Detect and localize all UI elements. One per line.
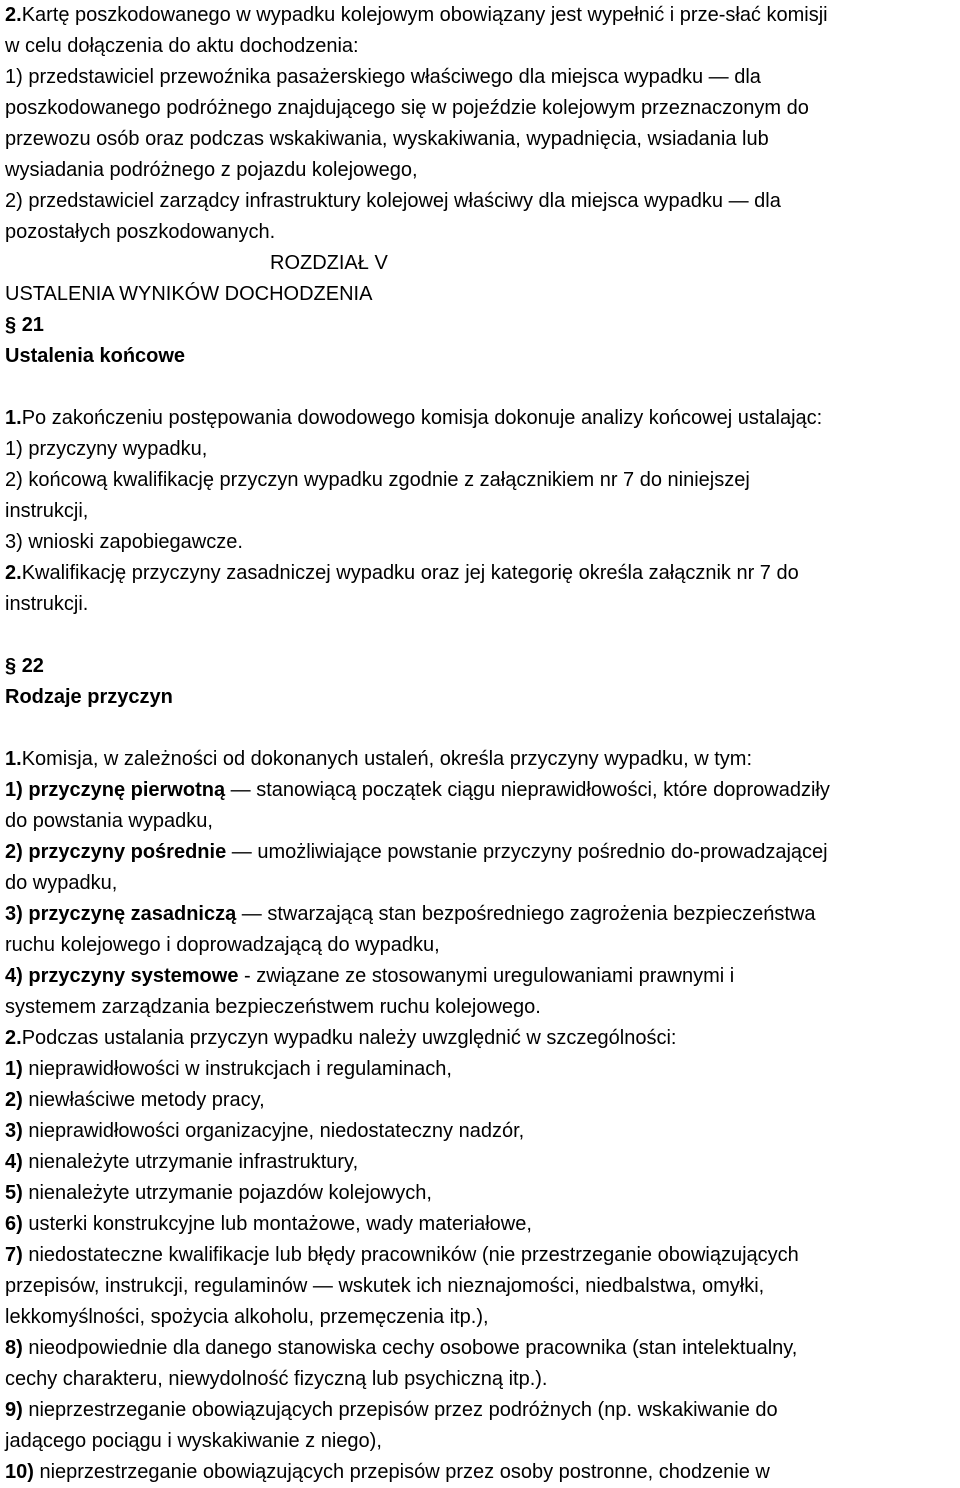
cause-term: przyczynę pierwotną [28, 779, 226, 801]
item-number: 9) [5, 1399, 23, 1421]
list-item [5, 1085, 948, 1116]
list-item-cont: przepisów, instrukcji, regulaminów — wskutek ich nieznajomości, niedbalstwa, omyłki, [5, 1275, 765, 1297]
list-item [5, 1457, 948, 1488]
item-text: nieprawidłowości organizacyjne, niedostateczny nadzór, [22, 1120, 525, 1142]
list-item: 1) przyczyny wypadku, [5, 438, 208, 460]
item-text: nieprzestrzeganie obowiązujących przepisów przez podróżnych (np. wskakiwanie do [22, 1399, 778, 1421]
paragraph-line: 2) przedstawiciel zarządcy infrastruktury kolejowej właściwy dla miejsca wypadku — dla [5, 190, 781, 212]
list-item-cont: cechy charakteru, niewydolność fizyczną lub psychiczną itp.). [5, 1368, 548, 1390]
spacer [5, 713, 948, 744]
item-number: 5) [5, 1182, 23, 1204]
item-text: nieprzestrzeganie obowiązujących przepisów przez osoby postronne, chodzenie w [33, 1461, 770, 1483]
item-text: usterki konstrukcyjne lub montażowe, wady materiałowe, [22, 1213, 532, 1235]
paragraph-line: instrukcji. [5, 593, 89, 615]
cause-item-cont: ruchu kolejowego i doprowadzającą do wypadku, [5, 934, 440, 956]
list-item [5, 1116, 948, 1147]
list-item-cont: jadącego pociągu i wyskakiwanie z niego), [5, 1430, 382, 1452]
section-22-title: Rodzaje przyczyn [5, 686, 173, 708]
paragraph-2-line-1 [5, 0, 948, 31]
item-number: 1) [5, 1058, 23, 1080]
paragraph-text: Kwalifikację przyczyny zasadniczej wypadku oraz jej kategorię określa załącznik nr 7 do [21, 562, 799, 584]
paragraph-line: przewozu osób oraz podczas wskakiwania, wyskakiwania, wypadnięcia, wsiadania lub [5, 128, 769, 150]
paragraph-text: Podczas ustalania przyczyn wypadku należy uwzględnić w szczególności: [21, 1027, 677, 1049]
item-text: nieprawidłowości w instrukcjach i regulaminach, [22, 1058, 452, 1080]
paragraph-number: 2. [5, 562, 22, 584]
item-number: 3) [5, 903, 23, 925]
item-text: niewłaściwe metody pracy, [22, 1089, 265, 1111]
list-item [5, 1209, 948, 1240]
item-number: 2) [5, 1089, 23, 1111]
item-number: 1) [5, 779, 23, 801]
cause-description: — stanowiącą początek ciągu nieprawidłowości, które doprowadziły [225, 779, 830, 801]
list-item [5, 1147, 948, 1178]
item-number: 6) [5, 1213, 23, 1235]
list-item: 3) wnioski zapobiegawcze. [5, 531, 243, 553]
paragraph-line: pozostałych poszkodowanych. [5, 221, 276, 243]
item-number: 3) [5, 1120, 23, 1142]
paragraph-text: Komisja, w zależności od dokonanych ustaleń, określa przyczyny wypadku, w tym: [21, 748, 753, 770]
item-number: 10) [5, 1461, 34, 1483]
paragraph-text: Po zakończeniu postępowania dowodowego komisja dokonuje analizy końcowej ustalając: [21, 407, 823, 429]
section-number: 22 [21, 655, 44, 677]
cause-term: przyczyny pośrednie [28, 841, 227, 863]
paragraph-line: w celu dołączenia do aktu dochodzenia: [5, 35, 359, 57]
cause-description: — stwarzającą stan bezpośredniego zagrożenia bezpieczeństwa [236, 903, 816, 925]
item-number: 2) [5, 841, 23, 863]
cause-term: przyczynę zasadniczą [28, 903, 237, 925]
cause-item [5, 775, 948, 806]
cause-item-cont: systemem zarządzania bezpieczeństwem ruchu kolejowego. [5, 996, 541, 1018]
cause-item-cont: do powstania wypadku, [5, 810, 213, 832]
item-text: nienależyte utrzymanie infrastruktury, [22, 1151, 359, 1173]
list-item: 2) końcową kwalifikację przyczyn wypadku zgodnie z załącznikiem nr 7 do niniejszej [5, 469, 750, 491]
cause-description: — umożliwiające powstanie przyczyny pośrednio do-prowadzającej [226, 841, 828, 863]
list-item [5, 1054, 948, 1085]
cause-term: przyczyny systemowe [28, 965, 239, 987]
section-21-heading [5, 310, 948, 341]
item-number: 4) [5, 965, 23, 987]
item-text: nienależyte utrzymanie pojazdów kolejowych, [22, 1182, 432, 1204]
list-item [5, 1395, 948, 1426]
paragraph-line: poszkodowanego podróżnego znajdującego się w pojeździe kolejowym przeznaczonym do [5, 97, 809, 119]
section-sign: § [5, 314, 17, 336]
paragraph-number: 1. [5, 748, 22, 770]
item-number: 7) [5, 1244, 23, 1266]
paragraph-number: 2. [5, 1027, 22, 1049]
list-item [5, 1178, 948, 1209]
section-22-heading [5, 651, 948, 682]
cause-item-cont: do wypadku, [5, 872, 118, 894]
paragraph-line: wysiadania podróżnego z pojazdu kolejowego, [5, 159, 418, 181]
list-item [5, 1240, 948, 1271]
sec22-p1-line [5, 744, 948, 775]
paragraph-line: 1) przedstawiciel przewoźnika pasażerskiego właściwego dla miejsca wypadku — dla [5, 66, 761, 88]
sec21-p1-line [5, 403, 948, 434]
list-item-cont: lekkomyślności, spożycia alkoholu, przemęczenia itp.), [5, 1306, 489, 1328]
paragraph-text: Kartę poszkodowanego w wypadku kolejowym obowiązany jest wypełnić i prze-słać komisji [21, 4, 828, 26]
item-number: 8) [5, 1337, 23, 1359]
list-item [5, 1333, 948, 1364]
spacer [5, 620, 948, 651]
list-item: instrukcji, [5, 500, 89, 522]
cause-description: - związane ze stosowanymi uregulowaniami prawnymi i [238, 965, 735, 987]
item-text: niedostateczne kwalifikacje lub błędy pracowników (nie przestrzeganie obowiązujących [22, 1244, 799, 1266]
cause-item [5, 961, 948, 992]
cause-item [5, 837, 948, 868]
sec21-p2-line [5, 558, 948, 589]
spacer [5, 372, 948, 403]
section-sign: § [5, 655, 17, 677]
paragraph-number: 2. [5, 4, 22, 26]
item-number: 4) [5, 1151, 23, 1173]
sec22-p2-line [5, 1023, 948, 1054]
cause-item [5, 899, 948, 930]
paragraph-number: 1. [5, 407, 22, 429]
chapter-title: USTALENIA WYNIKÓW DOCHODZENIA [5, 283, 373, 305]
item-text: nieodpowiednie dla danego stanowiska cechy osobowe pracownika (stan intelektualny, [22, 1337, 798, 1359]
chapter-number: ROZDZIAŁ V [270, 252, 388, 274]
section-21-title: Ustalenia końcowe [5, 345, 186, 367]
section-number: 21 [21, 314, 44, 336]
